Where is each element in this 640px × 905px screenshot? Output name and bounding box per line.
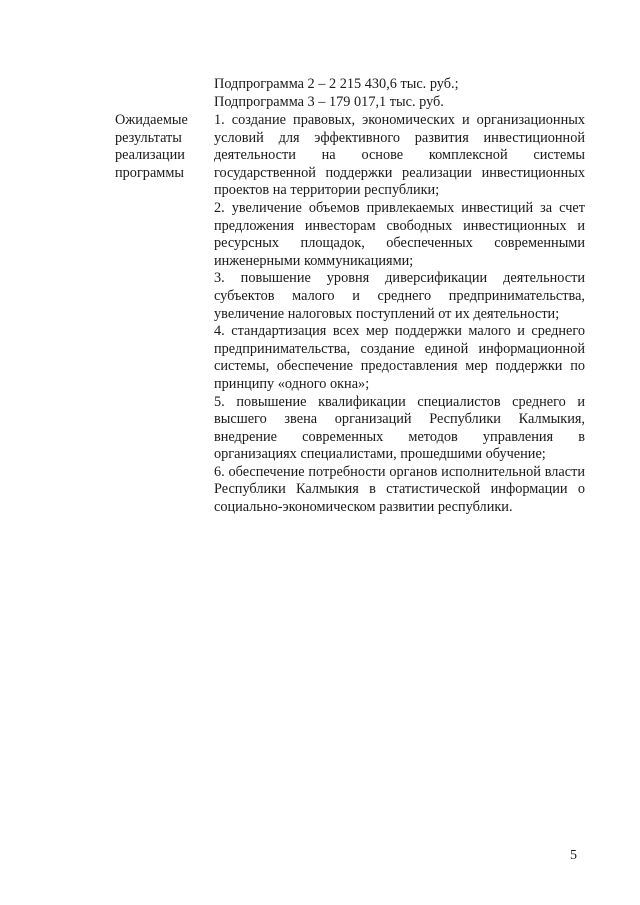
page-number: 5 xyxy=(570,848,577,863)
expected-results-label xyxy=(115,112,205,182)
result-item-6: 6. обеспечение потребности органов исполнительной власти Республики Калмыкия в статистической информации о социально-экономическом развитии республики. xyxy=(214,463,585,516)
funding-line-subprogram-2: Подпрограмма 2 – 2 215 430,6 тыс. руб.; xyxy=(214,76,459,92)
result-item-5: 5. повышение квалификации специалистов среднего и высшего звена организаций Республики Калмыкия, внедрение современных методов управления в организациях специалистами, прошедшими обучение; xyxy=(214,393,585,463)
result-item-4: 4. стандартизация всех мер поддержки малого и среднего предпринимательства, создание единой информационной системы, обеспечение предоставления мер поддержки по принципу «одного окна»; xyxy=(214,323,585,392)
label-line: реализации xyxy=(115,147,185,163)
result-item-2: 2. увеличение объемов привлекаемых инвестиций за счет предложения инвесторам свободных инвестиционных и ресурсных площадок, обеспеченных современными инженерными коммуникациями; xyxy=(214,199,585,269)
label-line: Ожидаемые xyxy=(115,112,188,128)
label-line: результаты xyxy=(115,129,182,146)
expected-results-list xyxy=(214,112,585,517)
label-line: программы xyxy=(115,164,185,181)
result-item-1: 1. создание правовых, экономических и организационных условий для эффективного развития инвестиционной деятельности на основе комплексной системы государственной поддержки реализации инвестиционных проектов на территории республики; xyxy=(214,112,585,199)
result-item-3: 3. повышение уровня диверсификации деятельности субъектов малого и среднего предпринимательства, увеличение налоговых поступлений от их деятельности; xyxy=(214,270,585,322)
funding-lines xyxy=(214,76,459,111)
funding-line-subprogram-3: Подпрограмма 3 – 179 017,1 тыс. руб. xyxy=(214,93,444,110)
